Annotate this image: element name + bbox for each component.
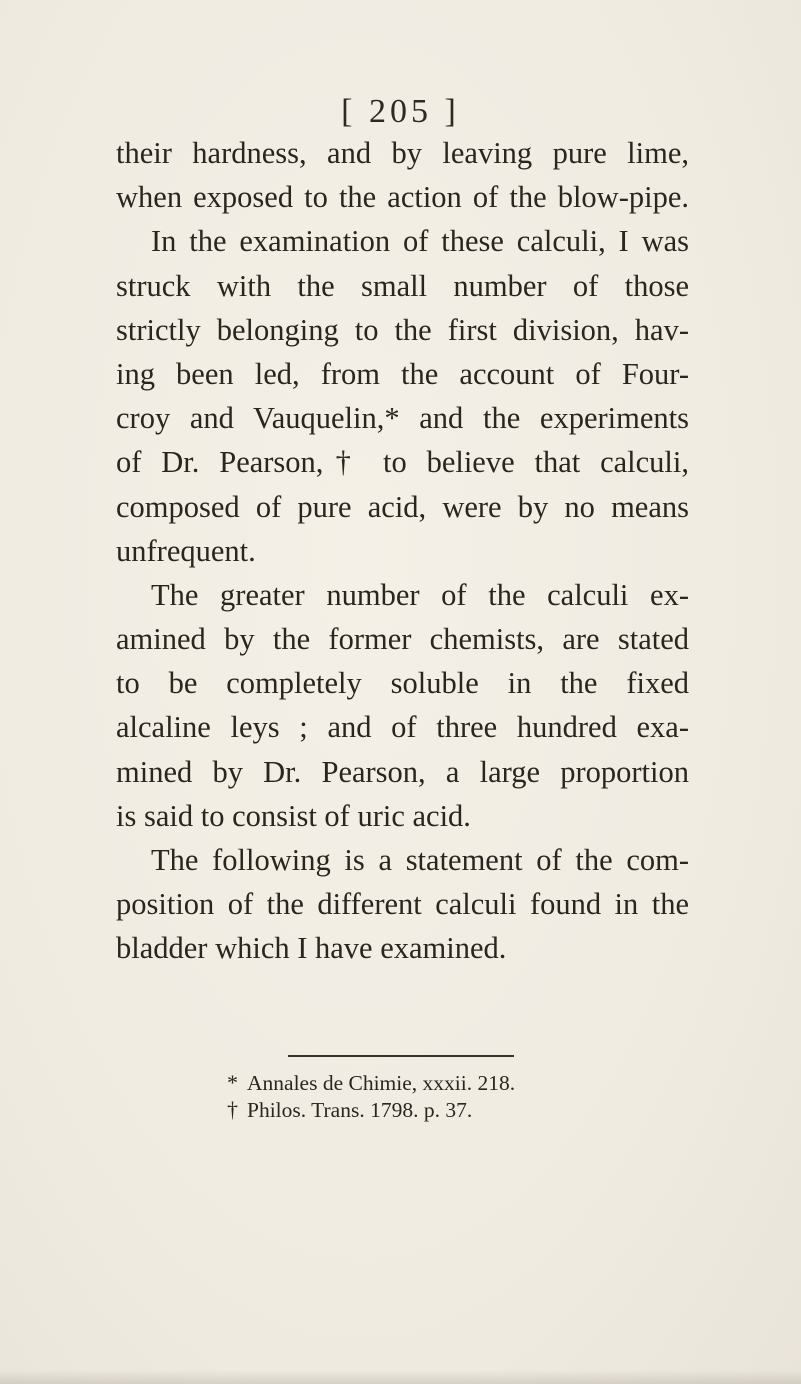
text-line: bladder which I have examined. [116,931,507,966]
text-line: In the examination of these calculi, I was [151,224,689,259]
text-line: alcaline leys ; and of three hundred exa- [116,710,689,745]
text-line: amined by the former chemists, are stated [116,622,689,657]
footnote-divider [288,1055,514,1057]
text-line: when exposed to the action of the blow-pipe. [116,180,689,215]
text-line: The greater number of the calculi ex- [151,577,689,612]
page-bottom-edge [0,1370,801,1384]
text-line: strictly belonging to the first division, hav- [116,312,689,347]
text-line: ing been led, from the account of Four- [116,356,689,391]
text-line: composed of pure acid, were by no means [116,489,689,524]
footnote-text: Philos. Trans. 1798. p. 37. [247,1098,473,1122]
footnote-mark: * [227,1070,238,1095]
text-line: mined by Dr. Pearson, a large proportion [116,754,689,789]
text-line: position of the different calculi found in the [116,887,689,922]
text-line: unfrequent. [116,533,256,568]
text-line: croy and Vauquelin,* and the experiments [116,401,689,436]
page-number: [ 205 ] [341,93,460,130]
footnote [227,1096,607,1123]
text-line: struck with the small number of those [116,268,689,303]
body-text [116,131,689,971]
text-line: of Dr. Pearson,† to believe that calculi, [116,445,689,480]
text-line: is said to consist of uric acid. [116,798,471,833]
text-line: The following is a statement of the com- [151,843,689,877]
text-line: their hardness, and by leaving pure lime, [116,136,689,170]
footnote-mark: † [227,1097,238,1122]
footnote [227,1069,607,1096]
footnotes [227,1069,607,1123]
footnote-text: Annales de Chimie, xxxii. 218. [247,1071,516,1095]
text-line: to be completely soluble in the fixed [116,666,689,701]
